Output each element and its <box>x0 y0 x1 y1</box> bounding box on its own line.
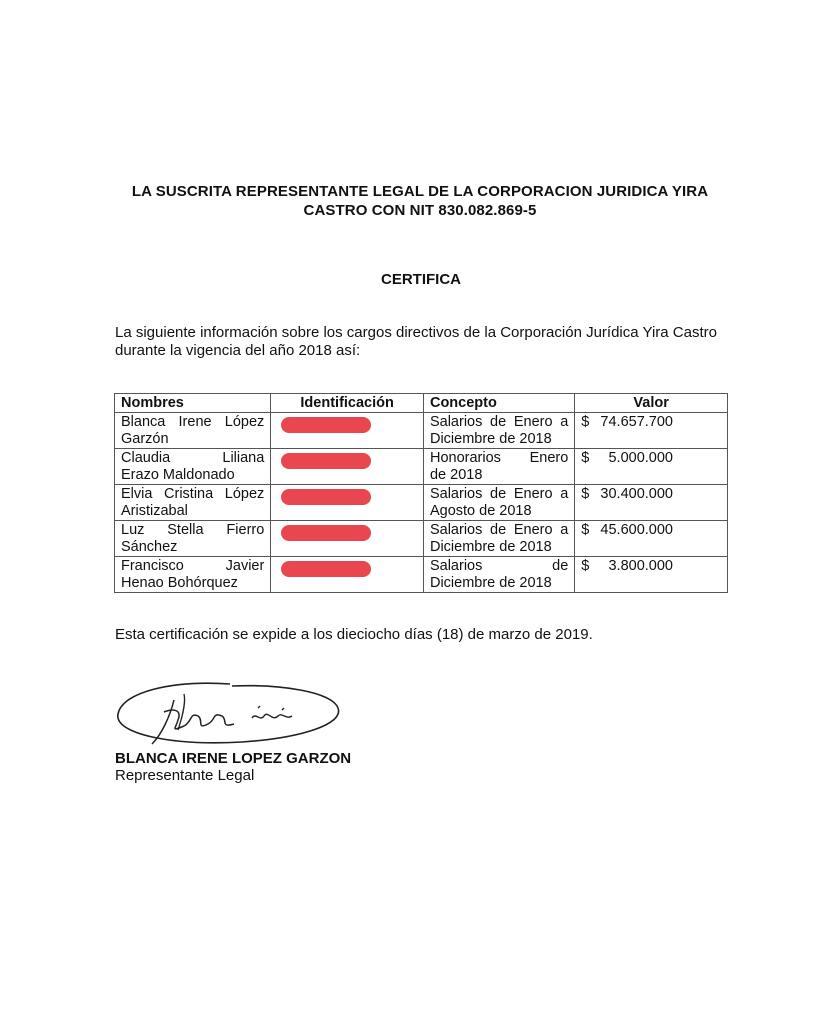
cell-identificacion <box>271 485 424 521</box>
header-line-2: CASTRO CON NIT 830.082.869-5 <box>303 202 537 219</box>
word: Blanca <box>121 414 166 430</box>
word: de <box>490 486 507 502</box>
word: Salarios <box>429 558 483 574</box>
currency-symbol: $ <box>581 414 590 430</box>
word: Honorarios <box>429 450 501 466</box>
cell-valor <box>575 485 728 521</box>
cell-identificacion <box>271 521 424 557</box>
cell-concepto <box>423 413 574 449</box>
word: López <box>224 486 265 502</box>
word: Stella <box>167 522 204 538</box>
word: Liliana <box>222 450 265 466</box>
table-row <box>115 521 728 557</box>
cell-concepto <box>423 521 574 557</box>
intro-paragraph <box>115 324 735 360</box>
word: Enero <box>513 414 553 430</box>
redaction-mark <box>281 417 371 433</box>
word: a <box>560 414 569 430</box>
justified-line <box>430 522 568 539</box>
cell-identificacion <box>271 413 424 449</box>
word: Irene <box>178 414 212 430</box>
expedition-statement: Esta certificación se expide a los dieciocho días (18) de marzo de 2019. <box>115 626 593 643</box>
valor-amount: 74.657.700 <box>600 414 673 430</box>
concepto-line-2: Diciembre de 2018 <box>429 575 552 591</box>
cell-identificacion <box>271 557 424 593</box>
valor-line <box>581 414 721 431</box>
nombre-line-2: Henao Bohórquez <box>121 575 238 591</box>
word: Cristina <box>164 486 214 502</box>
word: Elvia <box>121 486 153 502</box>
redaction-mark <box>281 453 371 469</box>
cell-nombre <box>115 413 271 449</box>
word: Fierro <box>226 522 265 538</box>
redaction-mark <box>281 489 371 505</box>
justified-line <box>430 414 568 431</box>
word: a <box>560 486 569 502</box>
valor-amount: 30.400.000 <box>600 486 673 502</box>
justified-line <box>121 522 264 539</box>
word: de <box>552 558 569 574</box>
redaction-mark <box>281 525 371 541</box>
nombre-line-2: Erazo Maldonado <box>121 467 235 483</box>
justified-line <box>121 450 264 467</box>
signer-name: BLANCA IRENE LOPEZ GARZON <box>115 750 352 767</box>
cell-nombre <box>115 485 271 521</box>
word: Salarios <box>429 414 483 430</box>
justified-line <box>430 486 568 503</box>
concepto-line-2: Diciembre de 2018 <box>429 539 552 555</box>
table-header-row <box>115 394 728 413</box>
word: Luz <box>121 522 145 538</box>
justified-line <box>430 450 568 467</box>
cell-valor <box>575 557 728 593</box>
header-nombres: Nombres <box>115 394 271 413</box>
cell-nombre <box>115 449 271 485</box>
header-concepto: Concepto <box>423 394 574 413</box>
signer-role: Representante Legal <box>115 767 255 784</box>
cell-identificacion <box>271 449 424 485</box>
justified-line <box>121 486 264 503</box>
table-row <box>115 413 728 449</box>
word: a <box>560 522 569 538</box>
concepto-line-2: Agosto de 2018 <box>429 503 532 519</box>
nombre-line-2: Aristizabal <box>121 503 188 519</box>
table-body <box>115 413 728 593</box>
directivos-table <box>114 393 728 593</box>
nombre-line-2: Garzón <box>121 431 169 447</box>
currency-symbol: $ <box>581 522 590 538</box>
valor-amount: 5.000.000 <box>608 450 673 466</box>
concepto-line-2: Diciembre de 2018 <box>429 431 552 447</box>
currency-symbol: $ <box>581 450 590 466</box>
redaction-mark <box>281 561 371 577</box>
cell-valor <box>575 521 728 557</box>
word: Javier <box>225 558 265 574</box>
valor-line <box>581 486 721 503</box>
cell-nombre <box>115 557 271 593</box>
document-header <box>100 182 740 220</box>
header-identificacion: Identificación <box>271 394 424 413</box>
table-row <box>115 557 728 593</box>
cell-concepto <box>423 485 574 521</box>
valor-line <box>581 522 721 539</box>
word: Enero <box>513 486 553 502</box>
word: Enero <box>513 522 553 538</box>
word: Salarios <box>429 486 483 502</box>
justified-line <box>121 558 264 575</box>
word: Claudia <box>121 450 171 466</box>
word: de <box>490 414 507 430</box>
word: Enero <box>529 450 569 466</box>
valor-amount: 3.800.000 <box>608 558 673 574</box>
cell-valor <box>575 449 728 485</box>
currency-symbol: $ <box>581 558 590 574</box>
signature-image <box>112 672 352 762</box>
cell-concepto <box>423 449 574 485</box>
justified-line <box>121 414 264 431</box>
word: de <box>490 522 507 538</box>
word: López <box>224 414 265 430</box>
intro-line-1: La siguiente información sobre los cargos directivos de la Corporación Jurídica Yira Castro <box>115 324 717 341</box>
nombre-line-2: Sánchez <box>121 539 178 555</box>
table-row <box>115 485 728 521</box>
certifica-title: CERTIFICA <box>381 271 461 288</box>
header-valor: Valor <box>575 394 728 413</box>
cell-nombre <box>115 521 271 557</box>
valor-amount: 45.600.000 <box>600 522 673 538</box>
table-row <box>115 449 728 485</box>
concepto-line-2: de 2018 <box>429 467 483 483</box>
header-line-1: LA SUSCRITA REPRESENTANTE LEGAL DE LA CORPORACION JURIDICA YIRA <box>131 183 709 200</box>
justified-line <box>430 558 568 575</box>
valor-line <box>581 558 721 575</box>
cell-concepto <box>423 557 574 593</box>
valor-line <box>581 450 721 467</box>
currency-symbol: $ <box>581 486 590 502</box>
intro-line-2: durante la vigencia del año 2018 así: <box>115 342 361 359</box>
word: Salarios <box>429 522 483 538</box>
cell-valor <box>575 413 728 449</box>
word: Francisco <box>121 558 184 574</box>
